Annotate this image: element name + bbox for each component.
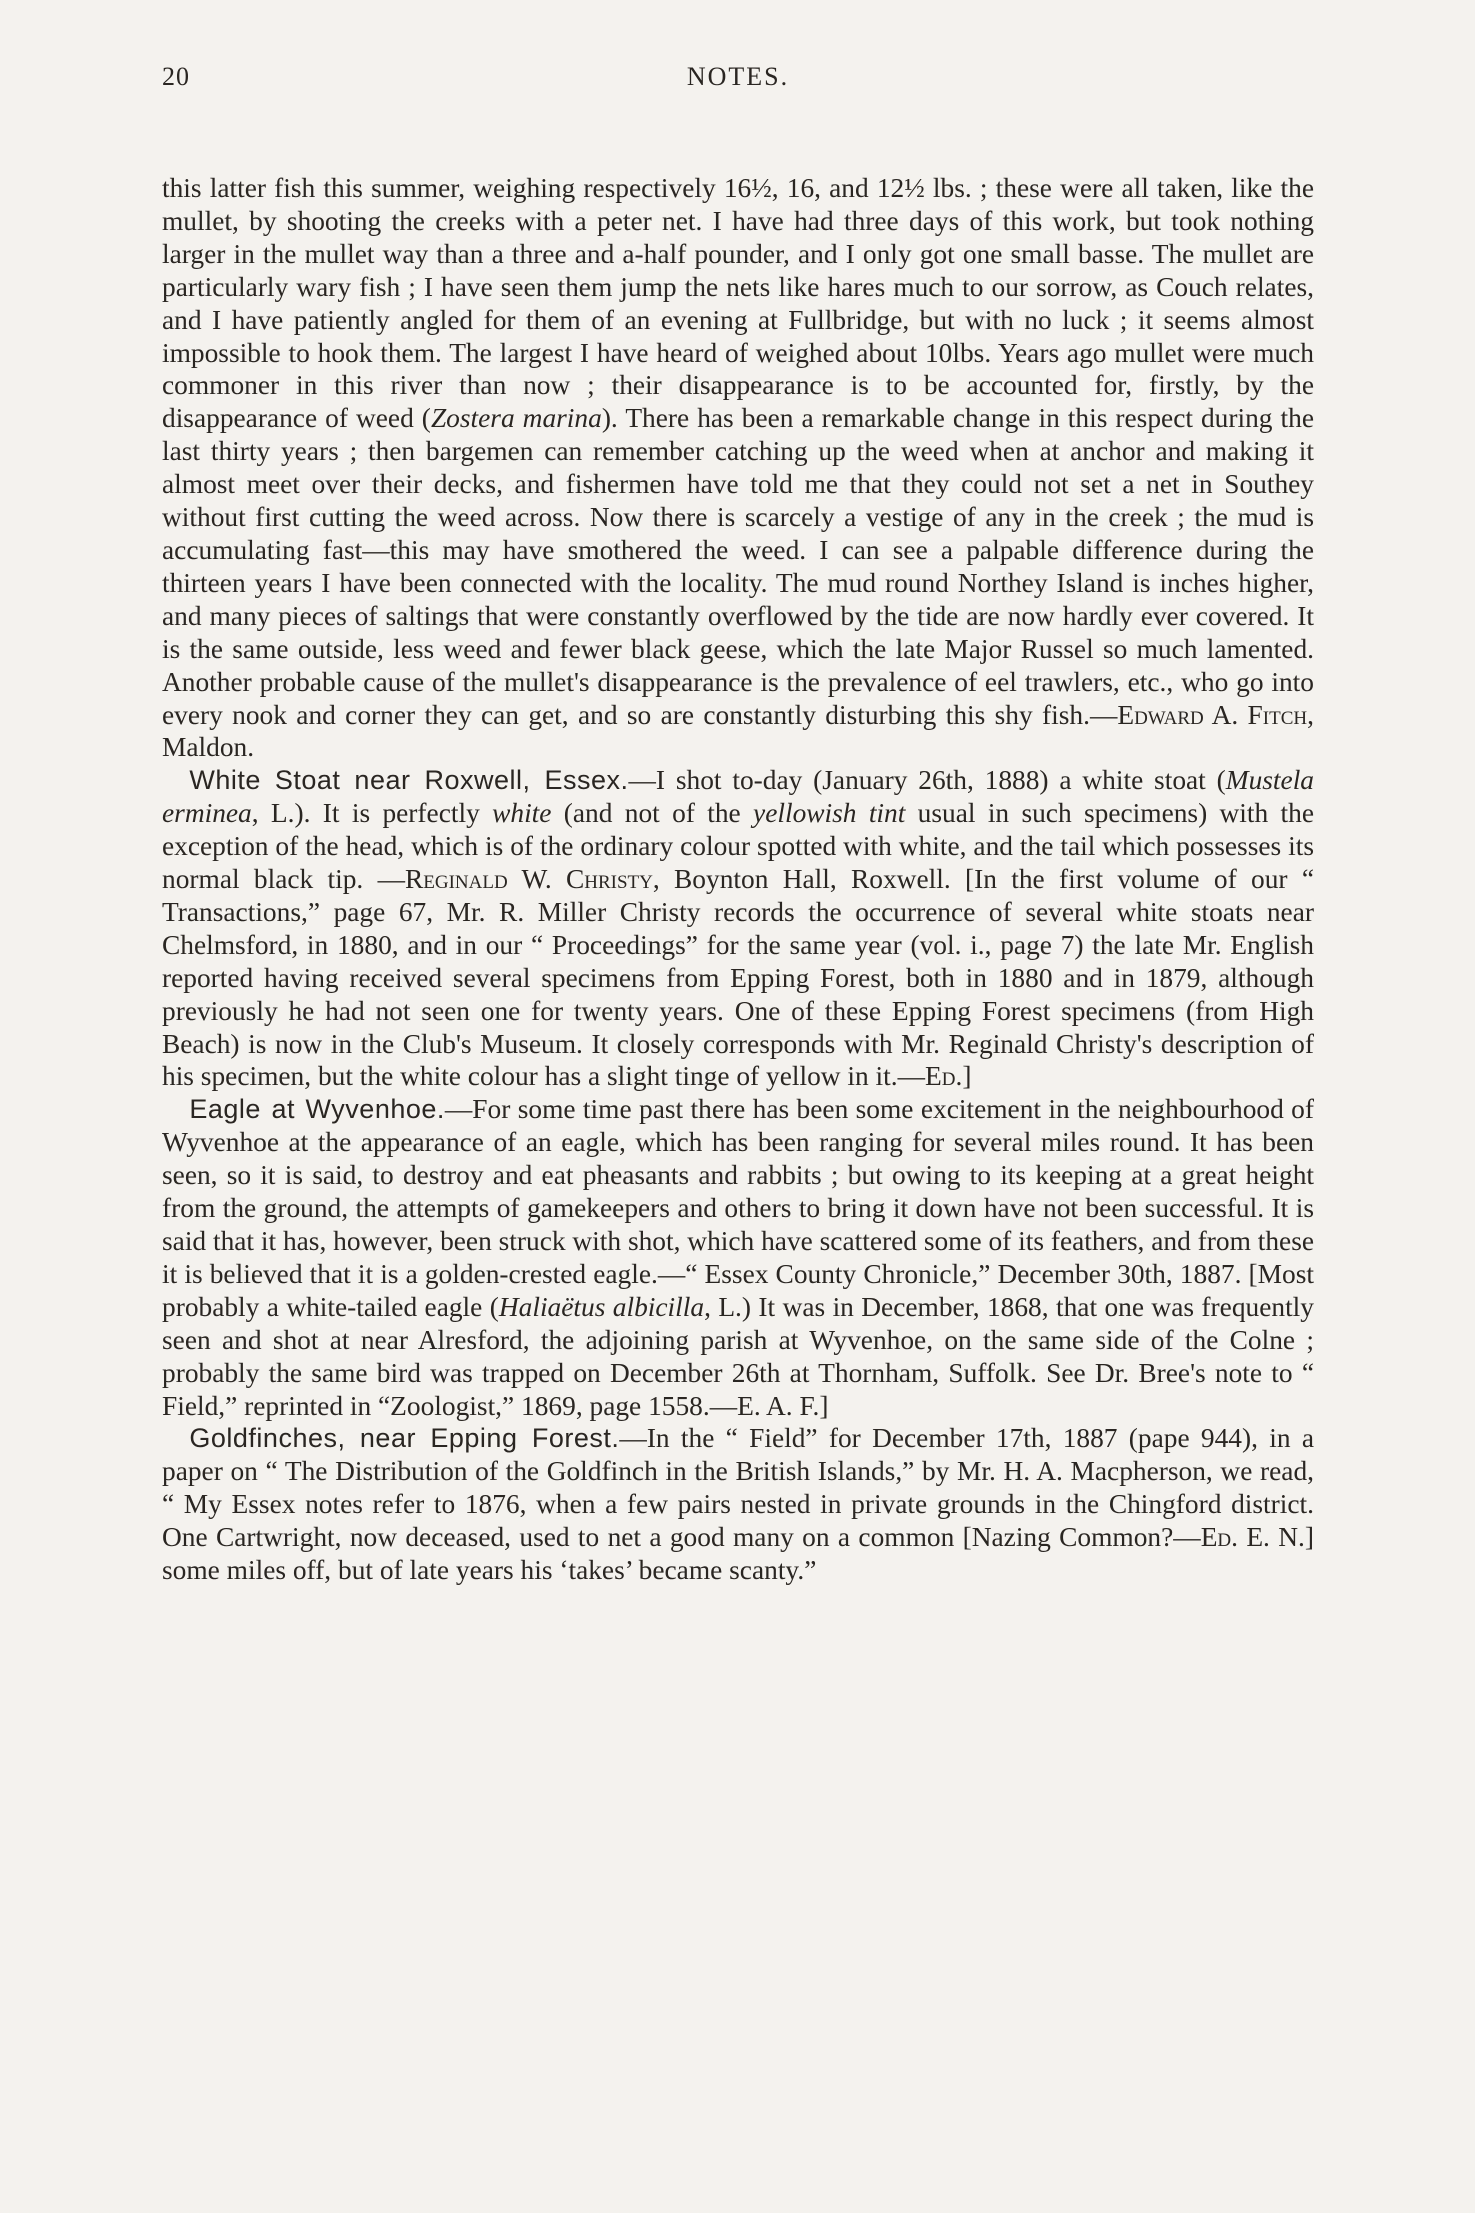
editor-mark: Ed. E. N. — [1200, 1522, 1305, 1553]
page-body — [162, 172, 1314, 1587]
note-eagle — [162, 1093, 1314, 1422]
text: usual in such specimens) with the exception of the head, which is of the ordinary colour spotted with white, and the tail which possesses its normal black tip. — — [162, 798, 1315, 895]
page-header — [162, 48, 1314, 100]
text: ] some miles off, but of late years his ‘takes’ became scanty.” — [162, 1522, 1315, 1586]
text: —In the “ Field” for December 17th, 1887 (pape 944), in a paper on “ The Distribution of the Goldfinch in the British Islands,” by Mr. H. A. Macpherson, we read, “ My Essex notes refer to 1876, when a few pairs nested in private grounds in the Chingford district. One Cartwright, now deceased, used to net a good many on a common [Nazing Common?— — [162, 1423, 1314, 1553]
author-name: Edward A. Fitch — [1117, 699, 1308, 730]
text: ). There has been a remarkable change in this respect during the last thirty years ; then bargemen can remember catching up the weed when at anchor and making it almost meet over their decks, and fishermen have told me that they could not set a net in Southey without first cutting the weed across. Now there is scarcely a vestige of any in the creek ; the mud is accumulating fast—this may have smothered the weed. I can see a palpable difference during the thirteen years I have been connected with the locality. The mud round Northey Island is inches higher, and many pieces of saltings that were constantly overflowed by the tide are now hardly ever covered. It is the same outside, less weed and fewer black geese, which the late Major Russel so much lamented. Another probable cause of the mullet's disappearance is the prevalence of eel trawlers, etc., who go into every nook and corner they can get, and so are constantly disturbing this shy fish.— — [162, 403, 1314, 730]
editor-mark: Ed. — [925, 1061, 963, 1092]
emphasis: yellowish tint — [753, 798, 906, 829]
mullet-note-continuation — [162, 172, 1314, 764]
text: ] — [962, 1061, 972, 1092]
page-number: 20 — [162, 62, 190, 91]
note-title: White Stoat near Roxwell, Essex. — [189, 765, 629, 796]
author-place: , Maldon. — [162, 699, 1314, 763]
note-goldfinches — [162, 1422, 1314, 1587]
text: this latter fish this summer, weighing respectively 16½, 16, and 12½ lbs. ; these were all taken, like the mullet, by shooting the creeks with a peter net. I have had three days of this work, but took nothing larger in the mullet way than a three and a-half pounder, and I only got one small basse. The mullet are particularly wary fish ; I have seen them jump the nets like hares much to our sorrow, as Couch relates, and I have patiently angled for them of an evening at Fullbridge, but with no luck ; it seems almost impossible to hook them. The largest I have heard of weighed about 10lbs. Years ago mullet were much commoner in this river than now ; their disappearance is to be accounted for, firstly, by the disappearance of weed ( — [162, 173, 1314, 434]
running-title: NOTES. — [686, 62, 790, 91]
text: , L.) It was in December, 1868, that one was frequently seen and shot at near Alresford, the adjoining parish at Wyvenhoe, on the same side of the Colne ; probably the same bird was trapped on December 26th at Thornham, Suffolk. See Dr. Bree's note to “ Field,” reprinted in “Zoologist,” 1869, page 1558.—E. A. F.] — [162, 1291, 1314, 1421]
text: (and not of the — [551, 798, 754, 829]
text: —For some time past there has been some excitement in the neighbourhood of Wyvenhoe at the appearance of an eagle, which has been ranging for several miles round. It has been seen, so it is said, to destroy and eat pheasants and rabbits ; but owing to its keeping at a great height from the ground, the attempts of gamekeepers and others to bring it down have not been successful. It is said that it has, however, been struck with shot, which have scattered some of its feathers, and from these it is believed that it is a golden-crested eagle.—“ Essex County Chronicle,” December 30th, 1887. [Most probably a white-tailed eagle ( — [162, 1094, 1315, 1322]
note-white-stoat — [162, 764, 1314, 1093]
text: —I shot to-day (January 26th, 1888) a white stoat ( — [628, 765, 1226, 796]
note-title: Eagle at Wyvenhoe. — [189, 1094, 445, 1125]
species-name: Mustela erminea — [162, 765, 1314, 829]
text: , Boynton Hall, Roxwell. [In the first volume of our “ Transactions,” page 67, Mr. R. Miller Christy records the occurrence of several white stoats near Chelmsford, in 1880, and in our “ Proceedings” for the same year (vol. i., page 7) the late Mr. English reported having received several specimens from Epping Forest, both in 1880 and in 1879, although previously he had not seen one for twenty years. One of these Epping Forest specimens (from High Beach) is now in the Club's Museum. It closely corresponds with Mr. Reginald Christy's description of his specimen, but the white colour has a slight tinge of yellow in it.— — [162, 864, 1314, 1092]
species-name: Zostera marina — [430, 403, 602, 434]
emphasis: white — [492, 798, 552, 829]
text: , L.). It is perfectly — [251, 798, 493, 829]
author-name: Reginald W. Christy — [404, 864, 653, 895]
note-title: Goldfinches, near Epping Forest. — [189, 1423, 620, 1454]
species-name: Haliaëtus albicilla — [498, 1291, 705, 1322]
